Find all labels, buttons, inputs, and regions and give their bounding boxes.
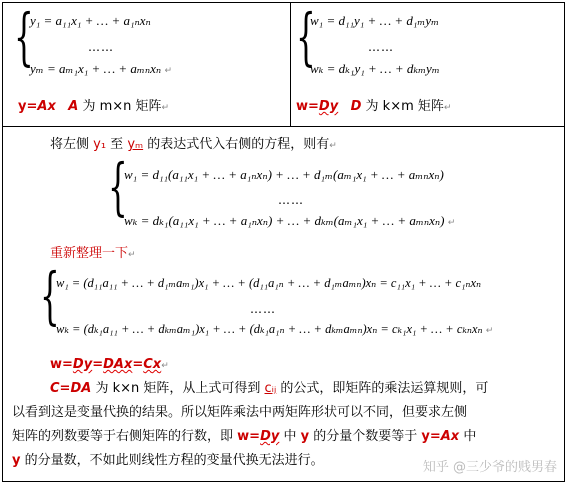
- right-matrix-statement: w=Dy D 为 k×m 矩阵↵: [296, 99, 452, 114]
- left-system-brace: {: [14, 0, 34, 73]
- explanation-line-4: y 的分量数，不如此则线性方程的变量代换无法进行。: [12, 453, 324, 468]
- substituted-system-brace: {: [108, 150, 128, 223]
- reorganized-eq-top: w₁ = (d₁₁a₁₁ + … + d₁ₘaₘ₁)x₁ + … + (d₁₁a₁ₙ + … + d₁ₘaₘₙ)xₙ = c₁₁x₁ + … + c₁ₙxₙ: [56, 276, 482, 290]
- explanation-line-1: C=DA 为 k×n 矩阵，从上式可得到 cᵢⱼ 的公式，即矩阵的乘法运算规则，可: [50, 381, 489, 396]
- left-matrix-statement: y=Ax A 为 m×n 矩阵↵: [18, 99, 170, 114]
- substituted-eq-dots: ……: [278, 193, 304, 207]
- right-eq-top: w₁ = d₁₁y₁ + … + d₁ₘyₘ: [310, 13, 440, 28]
- right-system-brace: {: [296, 0, 316, 73]
- left-eq-top: y₁ = a₁₁x₁ + … + a₁ₙxₙ: [30, 13, 151, 28]
- zhihu-watermark: 知乎 @三少爷的贱男春: [422, 460, 557, 475]
- substituted-eq-top: w₁ = d₁₁(a₁₁x₁ + … + a₁ₙxₙ) + … + d₁ₘ(aₘ₁x₁ + … + aₘₙxₙ): [124, 167, 444, 182]
- reorganized-system-brace: {: [40, 259, 60, 332]
- substitution-intro: 将左侧 y₁ 至 yₘ 的表达式代入右侧的方程，则有↵: [50, 137, 337, 152]
- reorganize-heading: 重新整理一下↵: [50, 246, 136, 261]
- reorganized-eq-bottom: wₖ = (dₖ₁a₁₁ + … + dₖₘaₘ₁)x₁ + … + (dₖ₁a₁ₙ + … + dₖₘaₘₙ)xₙ = cₖ₁x₁ + … + cₖₙxₙ ↵: [56, 322, 494, 336]
- reorganized-eq-dots: ……: [250, 302, 276, 316]
- substituted-eq-bottom: wₖ = dₖ₁(a₁₁x₁ + … + a₁ₙxₙ) + … + dₖₘ(aₘ₁x₁ + … + aₘₙxₙ) ↵: [124, 213, 456, 228]
- matrix-chain-equation: w=Dy=DAx=Cx↵: [50, 357, 169, 372]
- right-eq-bottom: wₖ = dₖ₁y₁ + … + dₖₘyₘ: [310, 61, 440, 76]
- left-eq-bottom: yₘ = aₘ₁x₁ + … + aₘₙxₙ ↵: [30, 61, 172, 76]
- explanation-line-3: 矩阵的列数要等于右侧矩阵的行数，即 w=Dy 中 y 的分量个数要等于 y=Ax 中: [12, 429, 477, 444]
- right-eq-dots: ……: [368, 40, 394, 54]
- left-eq-dots: ……: [88, 40, 114, 54]
- explanation-line-2: 以看到这是变量代换的结果。所以矩阵乘法中两矩阵形状可以不同，但要求左侧: [12, 405, 468, 420]
